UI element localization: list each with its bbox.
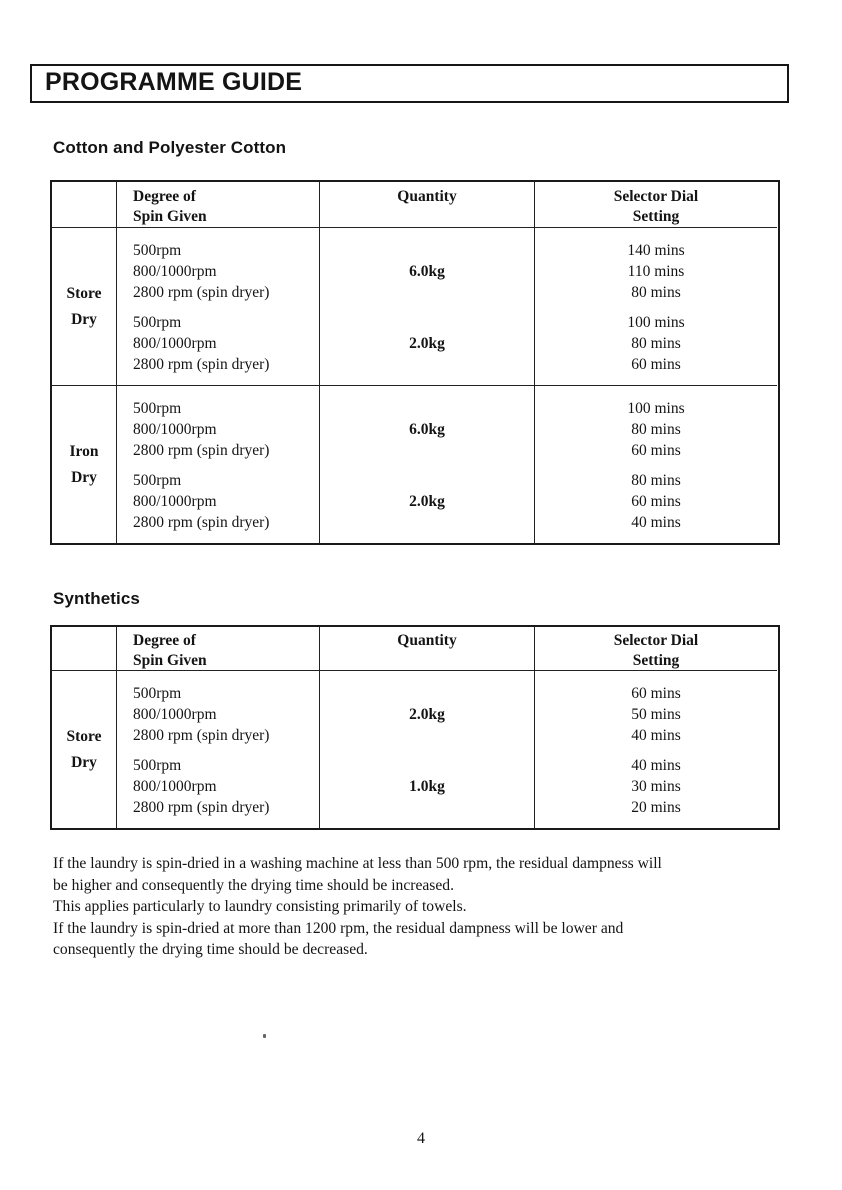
store-dry-dial-settings xyxy=(534,228,777,385)
quantity-value: 1.0kg xyxy=(409,777,445,795)
spin-speed: 500rpm xyxy=(133,685,182,702)
note-line: If the laundry is spin-dried at more than 1200 rpm, the residual dampness will be lower and xyxy=(53,919,624,937)
spin-dry-notes xyxy=(53,853,662,961)
spin-speed: 2800 rpm (spin dryer) xyxy=(133,442,270,459)
dial-setting: 40 mins xyxy=(631,757,681,774)
spin-speed: 800/1000rpm xyxy=(133,263,217,280)
time-group xyxy=(535,470,777,533)
column-header-degree-of-spin: Degree of Spin Given xyxy=(116,627,319,671)
iron-dry-spin-speeds xyxy=(116,385,319,543)
time-group xyxy=(535,755,777,818)
quantity-value: 6.0kg xyxy=(409,420,445,438)
spin-speed: 800/1000rpm xyxy=(133,421,217,438)
section-heading-cotton: Cotton and Polyester Cotton xyxy=(53,138,287,157)
spin-speed: 500rpm xyxy=(133,757,182,774)
column-header-selector-dial: Selector Dial Setting xyxy=(534,627,777,671)
scan-artifact-dot xyxy=(263,1034,266,1038)
synthetics-programme-table xyxy=(50,625,780,830)
dial-setting: 80 mins xyxy=(631,335,681,352)
table-corner-cell xyxy=(52,182,116,228)
store-dry-spin-speeds xyxy=(116,228,319,385)
row-label-iron-dry: Iron Dry xyxy=(52,385,116,543)
dial-setting: 140 mins xyxy=(627,242,685,259)
time-group xyxy=(535,683,777,746)
dial-setting: 60 mins xyxy=(631,493,681,510)
programme-guide-banner xyxy=(30,64,789,103)
cotton-programme-table xyxy=(50,180,780,545)
note-line: This applies particularly to laundry consisting primarily of towels. xyxy=(53,898,467,916)
row-label-store-dry: Store Dry xyxy=(66,284,102,328)
dial-setting: 80 mins xyxy=(631,472,681,489)
dial-setting: 50 mins xyxy=(631,706,681,723)
spin-speed: 500rpm xyxy=(133,472,182,489)
time-group xyxy=(535,240,777,303)
note-line: If the laundry is spin-dried in a washing machine at less than 500 rpm, the residual dampness will xyxy=(53,855,662,872)
column-header-quantity: Quantity xyxy=(319,182,534,228)
page-title: PROGRAMME GUIDE xyxy=(45,68,303,96)
page-number: 4 xyxy=(417,1130,425,1147)
spin-speed: 800/1000rpm xyxy=(133,493,217,510)
spin-speed: 2800 rpm (spin dryer) xyxy=(133,284,270,301)
column-header-degree-of-spin: Degree of Spin Given xyxy=(116,182,319,228)
spin-speed: 2800 rpm (spin dryer) xyxy=(133,514,270,531)
spin-group xyxy=(133,683,319,746)
quantity-value: 2.0kg xyxy=(409,334,445,352)
dial-setting: 40 mins xyxy=(631,727,681,744)
spin-group xyxy=(133,470,319,533)
spin-speed: 800/1000rpm xyxy=(133,706,217,723)
store-dry-dial-settings xyxy=(534,671,777,828)
dial-setting: 30 mins xyxy=(631,778,681,795)
store-dry-quantities xyxy=(319,671,534,828)
dial-setting: 80 mins xyxy=(631,284,681,301)
spin-speed: 500rpm xyxy=(133,314,182,331)
spin-speed: 500rpm xyxy=(133,400,182,417)
row-label-store-dry: Store Dry xyxy=(66,727,102,771)
iron-dry-dial-settings xyxy=(534,385,777,543)
time-group xyxy=(535,312,777,375)
dial-setting: 60 mins xyxy=(631,442,681,459)
spin-speed: 2800 rpm (spin dryer) xyxy=(133,356,270,373)
quantity-value: 2.0kg xyxy=(409,492,445,510)
dial-setting: 20 mins xyxy=(631,799,681,816)
quantity-value: 2.0kg xyxy=(409,705,445,723)
column-header-quantity: Quantity xyxy=(319,627,534,671)
spin-speed: 2800 rpm (spin dryer) xyxy=(133,799,270,816)
iron-dry-quantities xyxy=(319,385,534,543)
dial-setting: 110 mins xyxy=(627,263,685,280)
spin-group xyxy=(133,398,319,461)
spin-group xyxy=(133,240,319,303)
table-corner-cell xyxy=(52,627,116,671)
spin-speed: 800/1000rpm xyxy=(133,778,217,795)
dial-setting: 40 mins xyxy=(631,514,681,531)
column-header-selector-dial: Selector Dial Setting xyxy=(534,182,777,228)
spin-speed: 800/1000rpm xyxy=(133,335,217,352)
dial-setting: 80 mins xyxy=(631,421,681,438)
spin-group xyxy=(133,755,319,818)
store-dry-quantities xyxy=(319,228,534,385)
spin-group xyxy=(133,312,319,375)
dial-setting: 60 mins xyxy=(631,685,681,702)
time-group xyxy=(535,398,777,461)
spin-speed: 2800 rpm (spin dryer) xyxy=(133,727,270,744)
dial-setting: 100 mins xyxy=(627,400,685,417)
dial-setting: 100 mins xyxy=(627,314,685,331)
spin-speed: 500rpm xyxy=(133,242,182,259)
quantity-value: 6.0kg xyxy=(409,262,445,280)
dial-setting: 60 mins xyxy=(631,356,681,373)
note-line: be higher and consequently the drying time should be increased. xyxy=(53,876,454,894)
store-dry-spin-speeds xyxy=(116,671,319,828)
section-heading-synthetics: Synthetics xyxy=(53,589,140,608)
note-line: consequently the drying time should be decreased. xyxy=(53,941,368,959)
